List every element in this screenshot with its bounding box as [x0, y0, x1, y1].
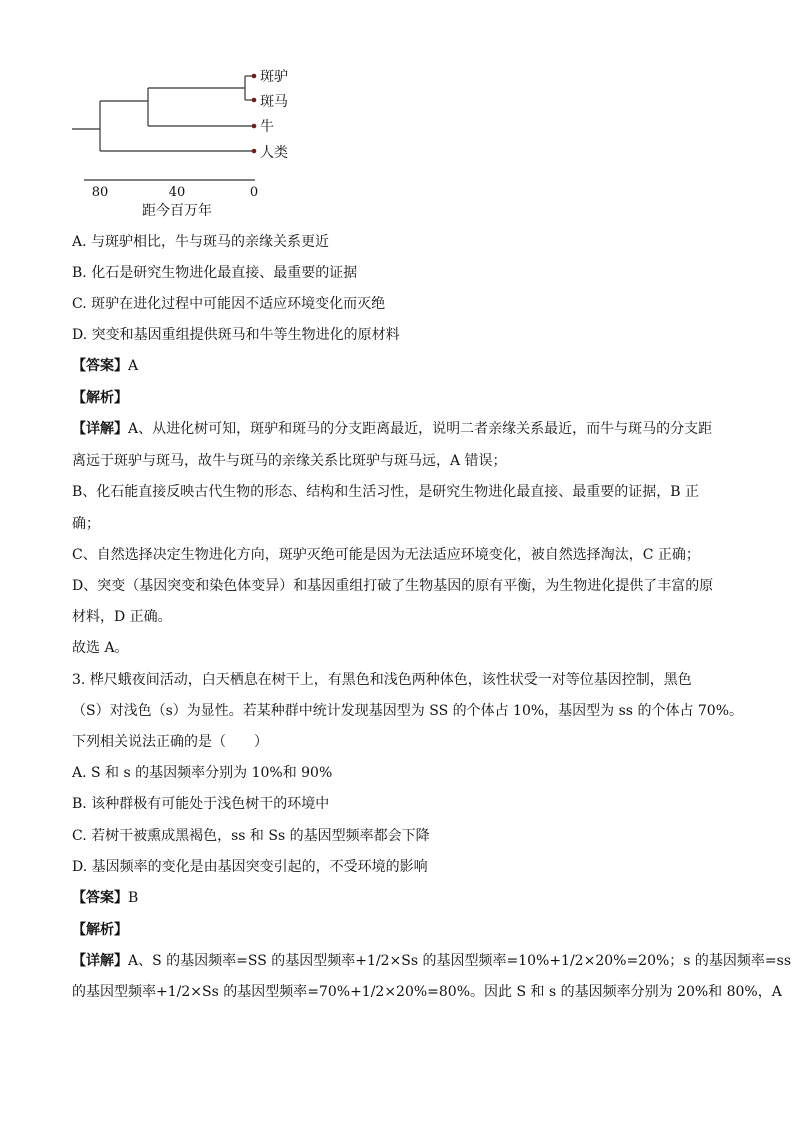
leaf-dot-human	[252, 149, 257, 154]
phylogenetic-tree-figure	[60, 56, 320, 221]
q3-detail-text-1: A、S 的基因频率=SS 的基因型频率+1/2×Ss 的基因型频率=10%+1/2×20%=20%；s 的基因频率=ss	[128, 953, 792, 969]
q3-option-b: B. 该种群极有可能处于浅色树干的环境中	[72, 796, 330, 812]
axis-tick-0: 0	[249, 185, 259, 200]
q2-option-c: C. 斑驴在进化过程中可能因不适应环境变化而灭绝	[72, 296, 386, 312]
q2-detail-line-1	[72, 419, 712, 439]
q2-detail-text-1: A、从进化树可知，斑驴和斑马的分支距离最近，说明二者亲缘关系最近，而牛与斑马的分支距	[128, 421, 713, 437]
q3-answer-value: B	[128, 890, 139, 906]
q2-detail-line-6: D、突变（基因突变和染色体变异）和基因重组打破了生物基因的原有平衡，为生物进化提供了丰富的原	[72, 578, 714, 594]
q3-option-a: A. S 和 s 的基因频率分别为 10%和 90%	[72, 765, 333, 781]
q2-detail-line-7: 材料，D 正确。	[72, 609, 172, 625]
leaf-label-human: 人类	[260, 145, 288, 161]
q3-option-c: C. 若树干被熏成黑褐色，ss 和 Ss 的基因型频率都会下降	[72, 828, 430, 844]
q3-analysis-tag: 【解析】	[72, 922, 128, 938]
q2-detail-line-5: C、自然选择决定生物进化方向，斑驴灭绝可能是因为无法适应环境变化，被自然选择淘汰，C 正确；	[72, 547, 700, 563]
axis-label: 距今百万年	[142, 203, 212, 219]
q3-detail-line-2: 的基因型频率+1/2×Ss 的基因型频率=70%+1/2×20%=80%。因此 S 和 s 的基因频率分别为 20%和 80%，A	[72, 984, 782, 1000]
q2-detail-line-4: 确；	[72, 516, 100, 532]
q2-detail-line-3: B、化石能直接反映古代生物的形态、结构和生活习性，是研究生物进化最直接、最重要的证据，B 正	[72, 484, 700, 500]
q3-stem-line-1: 3. 桦尺蛾夜间活动，白天栖息在树干上，有黑色和浅色两种体色，该性状受一对等位基因控制，黑色	[72, 672, 692, 688]
q2-conclusion: 故选 A。	[72, 640, 129, 656]
axis-tick-80: 80	[91, 185, 109, 200]
q2-answer-tag: 【答案】	[72, 358, 128, 374]
q2-option-d: D. 突变和基因重组提供斑马和牛等生物进化的原材料	[72, 327, 400, 343]
q2-answer-value: A	[128, 358, 139, 374]
q2-detail-tag: 【详解】	[72, 421, 128, 437]
q2-detail-line-2: 离远于斑驴与斑马，故牛与斑马的亲缘关系比斑驴与斑马远，A 错误；	[72, 453, 507, 469]
q2-analysis-tag: 【解析】	[72, 390, 128, 406]
q3-answer-tag: 【答案】	[72, 890, 128, 906]
q3-stem-line-3: 下列相关说法正确的是（ ）	[72, 734, 268, 750]
q3-answer-line	[72, 888, 138, 908]
q2-option-a: A. 与斑驴相比，牛与斑马的亲缘关系更近	[72, 234, 330, 250]
leaf-dot-quagga	[252, 74, 257, 79]
leaf-label-zebra: 斑马	[260, 94, 288, 110]
leaf-label-quagga: 斑驴	[260, 69, 288, 85]
leaf-dot-cow	[252, 124, 257, 129]
axis-tick-40: 40	[168, 185, 186, 200]
q2-answer-line	[72, 356, 138, 376]
q3-option-d: D. 基因频率的变化是由基因突变引起的，不受环境的影响	[72, 859, 428, 875]
q2-option-b: B. 化石是研究生物进化最直接、最重要的证据	[72, 265, 358, 281]
q3-stem-line-2: （S）对浅色（s）为显性。若某种群中统计发现基因型为 SS 的个体占 10%，基因型为 ss 的个体占 70%。	[72, 703, 744, 719]
q3-detail-tag: 【详解】	[72, 953, 128, 969]
q3-detail-line-1	[72, 951, 791, 971]
leaf-label-cow: 牛	[260, 119, 274, 135]
leaf-dot-zebra	[252, 98, 257, 103]
